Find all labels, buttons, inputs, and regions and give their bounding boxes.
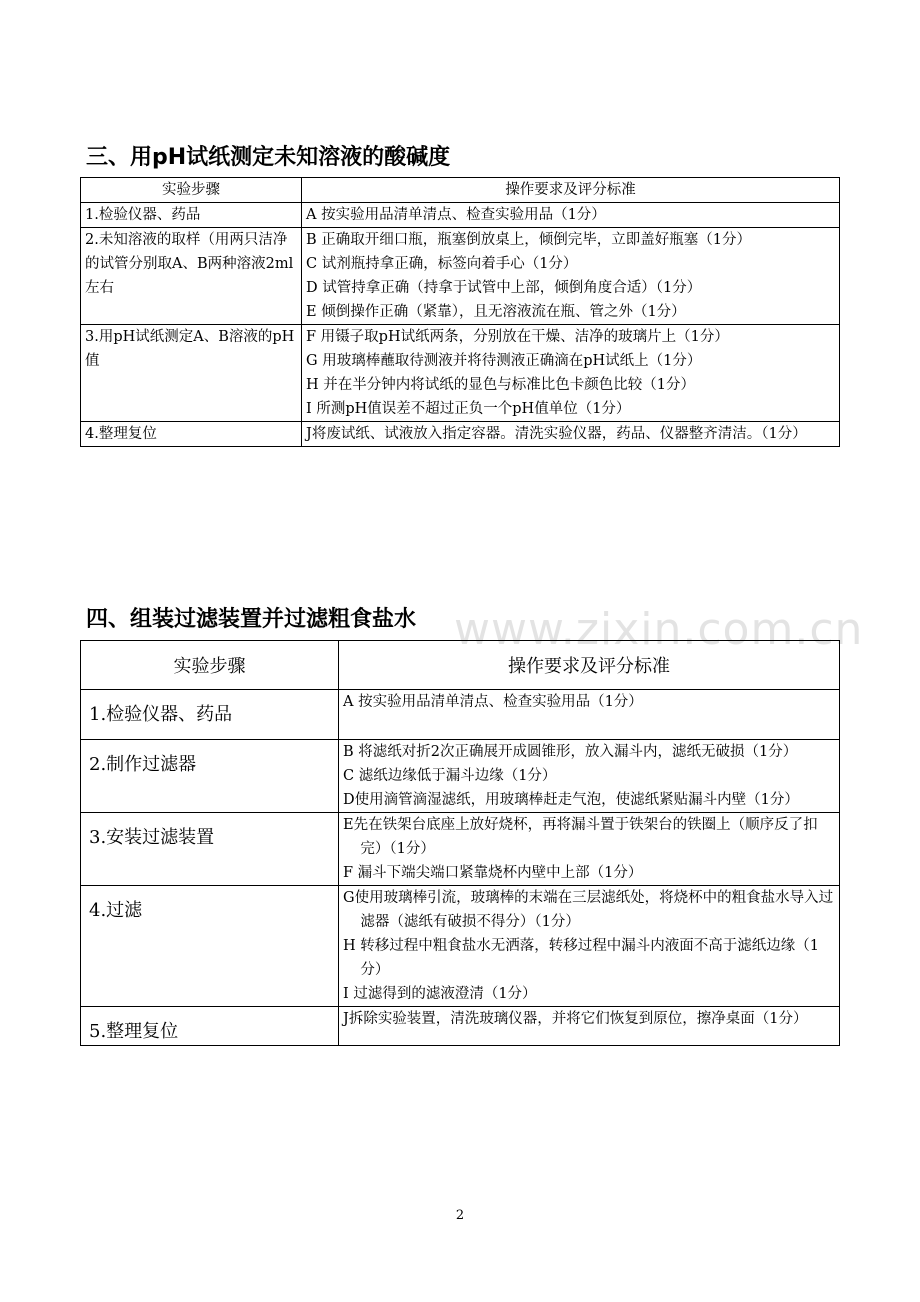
criterion: H 转移过程中粗食盐水无洒落，转移过程中漏斗内液面不高于滤纸边缘（1分）	[343, 938, 819, 978]
requirements-cell	[339, 740, 840, 813]
step-cell: 2.未知溶液的取样（用两只洁净的试管分别取A、B两种溶液2ml左右	[81, 228, 302, 325]
table-row	[81, 813, 840, 886]
step-cell: 5.整理复位	[81, 1007, 339, 1046]
criterion: B 将滤纸对折2次正确展开成圆锥形，放入漏斗内，滤纸无破损（1分）	[343, 744, 798, 760]
step-cell: 1.检验仪器、药品	[81, 203, 302, 228]
criterion: F 用镊子取pH试纸两条，分别放在干燥、洁净的玻璃片上（1分）	[306, 329, 729, 345]
step-cell: 3.用pH试纸测定A、B溶液的pH值	[81, 325, 302, 422]
table-row	[81, 325, 840, 422]
criterion: J拆除实验装置，清洗玻璃仪器，并将它们恢复到原位，擦净桌面（1分）	[343, 1011, 808, 1027]
table-row	[81, 740, 840, 813]
requirements-cell	[302, 203, 840, 228]
criterion: D 试管持拿正确（持拿于试管中上部，倾倒角度合适）（1分）	[306, 280, 702, 296]
criterion: C 滤纸边缘低于漏斗边缘（1分）	[343, 768, 557, 784]
table-row	[81, 228, 840, 325]
header-requirements: 操作要求及评分标准	[339, 641, 840, 690]
criterion: G使用玻璃棒引流，玻璃棒的末端在三层滤纸处，将烧杯中的粗食盐水导入过滤器（滤纸有破损不得分）（1分）	[343, 890, 834, 930]
step-cell: 3.安装过滤装置	[81, 813, 339, 886]
table-row	[81, 690, 840, 740]
criterion: A 按实验用品清单清点、检查实验用品（1分）	[343, 694, 643, 710]
section4-title: 四、组装过滤装置并过滤粗食盐水	[86, 607, 417, 632]
step-cell: 4.过滤	[81, 886, 339, 1007]
criterion: C 试剂瓶持拿正确，标签向着手心（1分）	[306, 256, 578, 272]
criterion: G 用玻璃棒蘸取待测液并将待测液正确滴在pH试纸上（1分）	[306, 353, 702, 369]
requirements-cell	[339, 813, 840, 886]
criterion: J将废试纸、试液放入指定容器。清洗实验仪器，药品、仪器整齐清洁。（1分）	[306, 426, 807, 442]
step-cell: 1.检验仪器、药品	[81, 690, 339, 740]
criterion: A 按实验用品清单清点、检查实验用品（1分）	[306, 207, 606, 223]
header-step: 实验步骤	[81, 178, 302, 203]
table-row	[81, 203, 840, 228]
table-header-row	[81, 178, 840, 203]
criterion: E 倾倒操作正确（紧靠），且无溶液流在瓶、管之外（1分）	[306, 304, 686, 320]
page-number: 2	[455, 1208, 465, 1223]
table-row	[81, 886, 840, 1007]
watermark: www.zixin.com.cn	[454, 604, 864, 655]
step-cell: 4.整理复位	[81, 422, 302, 447]
table-row	[81, 422, 840, 447]
criterion: I 所测pH值误差不超过正负一个pH值单位（1分）	[306, 401, 631, 417]
requirements-cell	[302, 325, 840, 422]
requirements-cell	[302, 228, 840, 325]
table-row	[81, 1007, 840, 1046]
header-step: 实验步骤	[81, 641, 339, 690]
requirements-cell	[339, 690, 840, 740]
criterion: B 正确取开细口瓶，瓶塞倒放桌上，倾倒完毕，立即盖好瓶塞（1分）	[306, 232, 751, 248]
header-requirements: 操作要求及评分标准	[302, 178, 840, 203]
criterion: F 漏斗下端尖端口紧靠烧杯内壁中上部（1分）	[343, 865, 643, 881]
criterion: E先在铁架台底座上放好烧杯，再将漏斗置于铁架台的铁圈上（顺序反了扣完）（1分）	[343, 817, 818, 857]
criterion: I 过滤得到的滤液澄清（1分）	[343, 986, 537, 1002]
criterion: H 并在半分钟内将试纸的显色与标准比色卡颜色比较（1分）	[306, 377, 695, 393]
section3-table	[80, 177, 840, 447]
table-header-row	[81, 641, 840, 690]
criterion: D使用滴管滴湿滤纸，用玻璃棒赶走气泡，使滤纸紧贴漏斗内壁（1分）	[343, 792, 799, 808]
requirements-cell	[302, 422, 840, 447]
section4-table	[80, 640, 840, 1046]
step-cell: 2.制作过滤器	[81, 740, 339, 813]
requirements-cell	[339, 886, 840, 1007]
requirements-cell	[339, 1007, 840, 1046]
section3-title: 三、用pH试纸测定未知溶液的酸碱度	[86, 145, 451, 170]
